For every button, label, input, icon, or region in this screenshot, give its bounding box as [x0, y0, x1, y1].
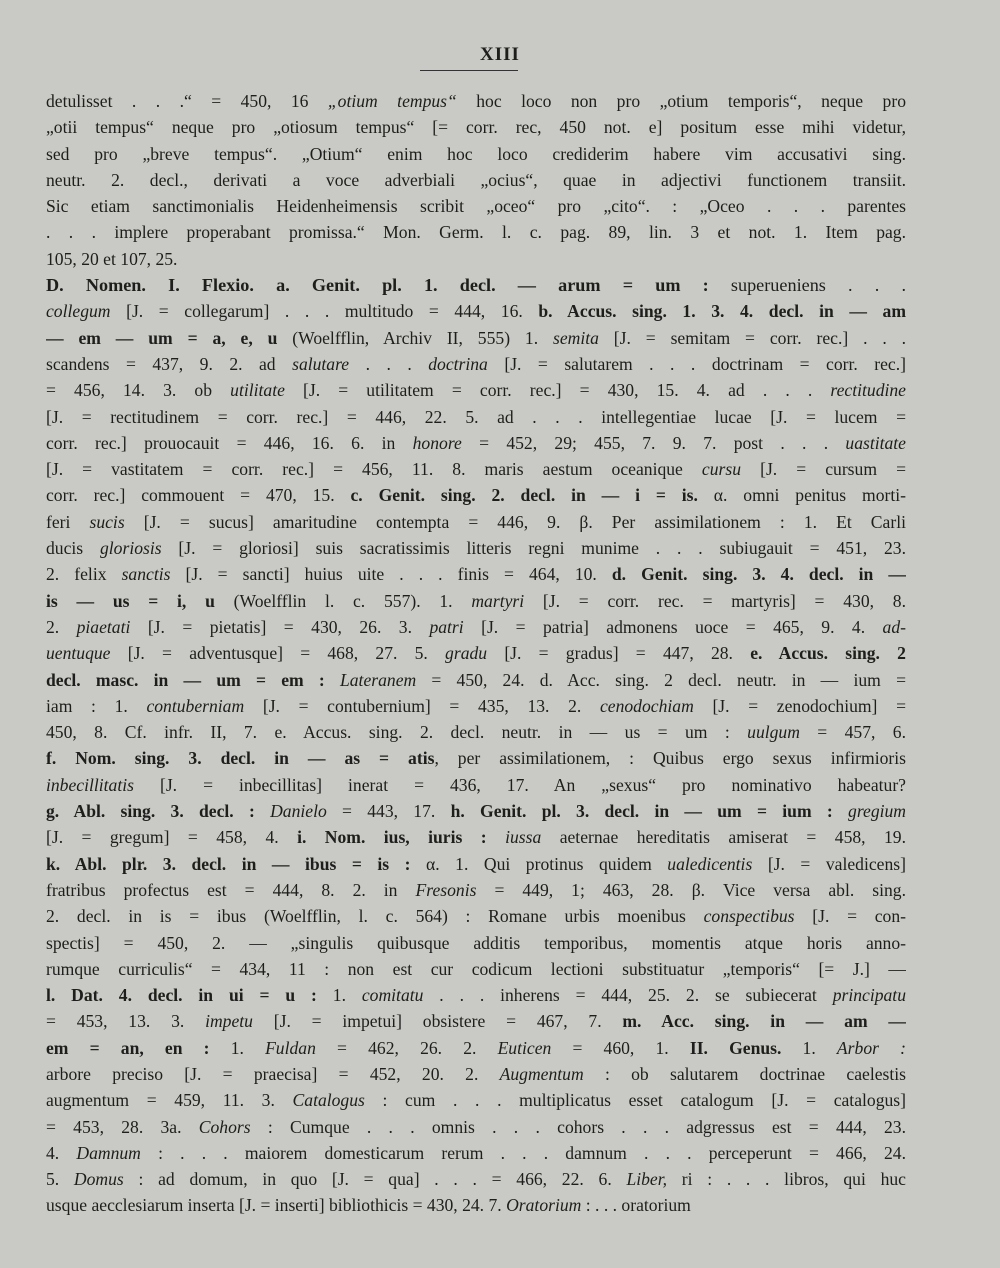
bold-run: a. Genit. pl. 1. decl. — arum = um :	[276, 275, 709, 296]
text-run: . . . implere properabant promissa.“ Mon. Germ. l. c. pag. 89, lin. 3 et not. 1. Item pag.	[46, 222, 906, 243]
text-run: α. omni penitus morti-	[697, 485, 906, 506]
text-run: corr. rec.] commouent = 470, 15.	[46, 485, 351, 506]
italic-run: Liber,	[626, 1169, 668, 1190]
italic-run: Oratorium	[506, 1195, 582, 1216]
text-run: : ad domum, in quo [J. = qua] . . . = 466, 22. 6.	[123, 1169, 627, 1190]
text-run: fratribus profectus est = 444, 8. 2. in	[46, 879, 416, 900]
text-run: = 449, 1; 463, 28. β. Vice versa abl. sing.	[476, 879, 906, 900]
text-run: = 453, 13. 3.	[46, 1011, 206, 1032]
italic-run: Augmentum	[499, 1063, 584, 1084]
text-run: rumque curriculis“ = 434, 11 : non est cur codicum lectioni substituatur „temporis“ [= J.] —	[46, 958, 906, 979]
text-line	[46, 745, 906, 771]
italic-run: iussa	[505, 827, 542, 848]
italic-run: uulgum	[747, 722, 800, 743]
italic-run: comitatu	[361, 985, 424, 1006]
text-run: : cum . . . multiplicatus esset catalogum [J. = catalogus]	[364, 1090, 906, 1111]
text-line	[46, 1166, 906, 1192]
text-run: [J. = vastitatem = corr. rec.] = 456, 11. 8. maris aestum oceanique	[46, 459, 702, 480]
text-run: 1.	[781, 1037, 837, 1058]
text-run: [J. = contubernium] = 435, 13. 2.	[244, 695, 600, 716]
text-line	[46, 956, 906, 982]
text-run: : . . . maiorem domesticarum rerum . . . damnum . . . perceperunt = 466, 24.	[140, 1142, 906, 1163]
text-run: = 457, 6.	[799, 722, 906, 743]
text-run: 105, 20 et 107, 25.	[46, 248, 178, 269]
text-run: = 450, 24. d. Acc. sing. 2 decl. neutr. in — ium =	[416, 669, 906, 690]
text-run: [J. = collegarum] . . . multitudo = 444, 16.	[110, 301, 539, 322]
text-run: feri	[46, 511, 90, 532]
text-line	[46, 903, 906, 929]
italic-run: Lateranem	[339, 669, 417, 690]
text-line	[46, 588, 906, 614]
text-run: 2. decl. in is = ibus (Woelfflin, l. c. 564) : Romane urbis moenibus	[46, 906, 704, 927]
italic-run: martyri	[471, 590, 525, 611]
italic-run: impetu	[205, 1011, 253, 1032]
italic-run: rectitudine	[830, 380, 906, 401]
text-line	[46, 614, 906, 640]
text-line	[46, 930, 906, 956]
italic-run: Euticen	[497, 1037, 552, 1058]
text-line	[46, 298, 906, 324]
text-run: = 460, 1.	[551, 1037, 690, 1058]
text-line	[46, 325, 906, 351]
text-line	[46, 1035, 906, 1061]
italic-run: principatu	[832, 985, 906, 1006]
text-run: arbore preciso [J. = praecisa] = 452, 20. 2.	[46, 1063, 500, 1084]
text-line	[46, 114, 906, 140]
text-line	[46, 1140, 906, 1166]
text-run: [J. = sancti] huius uite . . . finis = 464, 10.	[170, 564, 612, 585]
italic-run: sucis	[89, 511, 125, 532]
text-run: [J. = con-	[794, 906, 906, 927]
text-run: detulisset . . .“ = 450, 16	[46, 91, 328, 111]
text-run: aeternae hereditatis amiserat = 458, 19.	[541, 827, 906, 848]
text-run: [J. = pietatis] = 430, 26. 3.	[130, 616, 430, 637]
text-run: sed pro „breve tempus“. „Otium“ enim hoc loco crediderim habere vim accusativi sing.	[46, 143, 906, 164]
italic-run: cenodochiam	[599, 695, 694, 716]
italic-run: Fuldan	[265, 1037, 316, 1058]
bold-run: i. Nom. ius, iuris :	[297, 827, 487, 848]
text-run: „otii tempus“ neque pro „otiosum tempus“ [= corr. rec, 450 not. e] positum esse mihi videtur,	[46, 117, 906, 138]
text-run: : . . . oratorium	[581, 1195, 691, 1216]
text-line	[46, 193, 906, 219]
text-run: augmentum = 459, 11. 3.	[46, 1090, 293, 1111]
text-run: : Cumque . . . omnis . . . cohors . . . adgressus est = 444, 23.	[250, 1116, 906, 1137]
text-run: : ob salutarem doctrinae caelestis	[583, 1063, 906, 1084]
italic-run: ad-	[882, 616, 906, 637]
bold-run: d. Genit. sing. 3. 4. decl. in —	[611, 564, 906, 585]
text-run: 4.	[46, 1142, 77, 1163]
italic-run: sanctis	[121, 564, 171, 585]
text-run: 2.	[46, 616, 77, 637]
text-run: neutr. 2. decl., derivati a voce adverbiali „ocius“, quae in adjectivi functionem transiit.	[46, 169, 906, 190]
text-run: 5.	[46, 1169, 74, 1190]
text-run: ducis	[46, 538, 100, 559]
text-line	[46, 640, 906, 666]
page-number: XIII	[480, 44, 520, 65]
italic-run: Danielo	[270, 801, 327, 822]
text-run: = 452, 29; 455, 7. 9. 7. post . . .	[461, 432, 846, 453]
text-run	[487, 827, 505, 847]
italic-run: Cohors	[198, 1116, 251, 1137]
text-run	[254, 275, 276, 295]
text-line	[46, 877, 906, 903]
text-line	[46, 719, 906, 745]
text-line	[46, 167, 906, 193]
text-line	[46, 509, 906, 535]
text-run	[255, 801, 270, 821]
bold-run: D. Nomen. I. Flexio.	[46, 275, 254, 296]
italic-run: gloriosis	[99, 538, 162, 559]
text-run: α. 1. Qui protinus quidem	[410, 853, 668, 874]
italic-run: uastitate	[845, 432, 906, 453]
bold-run: h. Genit. pl. 3. decl. in — um = ium :	[450, 801, 833, 822]
text-run: [J. = sucus] amaritudine contempta = 446, 9. β. Per assimilationem : 1. Et Carli	[124, 511, 906, 532]
italic-run: Fresonis	[415, 879, 477, 900]
text-run: [J. = salutarem . . . doctrinam = corr. rec.]	[487, 353, 906, 374]
text-run: corr. rec.] prouocauit = 446, 16. 6. in	[46, 432, 413, 453]
italic-run: conspectibus	[703, 906, 795, 927]
italic-run: uentuque	[46, 643, 111, 664]
header-rule	[420, 70, 518, 71]
text-run: [J. = rectitudinem = corr. rec.] = 446, 22. 5. ad . . . intellegentiae lucae [J. = lucem =	[46, 406, 906, 427]
italic-run: doctrina	[428, 353, 488, 374]
text-run: [J. = impetui] obsistere = 467, 7.	[252, 1011, 623, 1032]
italic-run: semita	[553, 327, 599, 348]
text-run: spectis] = 450, 2. — „singulis quibusque additis temporibus, momentis atque horis anno-	[46, 932, 906, 953]
text-run	[833, 801, 848, 821]
text-run: [J. = semitam = corr. rec.] . . .	[598, 327, 906, 348]
italic-run: „otium tempus“	[327, 91, 457, 111]
text-run: . . . inherens = 444, 25. 2. se subiecerat	[423, 985, 833, 1006]
text-line	[46, 982, 906, 1008]
italic-run: contuberniam	[146, 695, 245, 716]
bold-run: g. Abl. sing. 3. decl. :	[46, 801, 255, 822]
text-run: = 456, 14. 3. ob	[46, 380, 231, 401]
text-line	[46, 1087, 906, 1113]
bold-run: l. Dat. 4. decl. in ui = u :	[46, 985, 317, 1006]
italic-run: collegum	[46, 301, 111, 322]
italic-run: gradu	[445, 643, 488, 664]
text-line	[46, 246, 906, 272]
text-line	[46, 667, 906, 693]
bold-run: k. Abl. plr. 3. decl. in — ibus = is :	[46, 853, 411, 874]
text-run: [J. = adventusque] = 468, 27. 5.	[110, 643, 446, 664]
text-line	[46, 535, 906, 561]
text-run: , per assimilationem, : Quibus ergo sexus infirmioris	[434, 748, 906, 769]
text-line	[46, 561, 906, 587]
text-line	[46, 377, 906, 403]
text-run: [J. = corr. rec. = martyris] = 430, 8.	[524, 590, 906, 611]
text-run: [J. = gradus] = 447, 28.	[487, 643, 751, 664]
text-line	[46, 824, 906, 850]
bold-run: e. Accus. sing. 2	[750, 643, 906, 664]
italic-run: cursu	[701, 459, 742, 480]
bold-run: decl. masc. in — um = em :	[46, 669, 325, 690]
text-run: . . .	[349, 353, 429, 374]
italic-run: Domus	[73, 1169, 124, 1190]
text-run: = 453, 28. 3a.	[46, 1116, 199, 1137]
text-run: (Woelfflin, Archiv II, 555) 1.	[277, 327, 553, 348]
text-line	[46, 272, 906, 298]
bold-run: c. Genit. sing. 2. decl. in — i = is.	[350, 485, 698, 506]
bold-run: — em — um = a, e, u	[46, 327, 278, 348]
text-line	[46, 772, 906, 798]
text-run: ri : . . . libros, qui huc	[667, 1169, 906, 1190]
text-run: superueniens . . .	[708, 275, 906, 296]
text-line	[46, 851, 906, 877]
text-line	[46, 1061, 906, 1087]
italic-run: Catalogus	[292, 1090, 365, 1111]
text-line	[46, 1008, 906, 1034]
text-run: hoc loco non pro „otium temporis“, neque pro	[456, 91, 906, 111]
text-run: iam : 1.	[46, 695, 147, 716]
italic-run: utilitate	[230, 380, 285, 401]
bold-run: em = an, en :	[46, 1037, 210, 1058]
italic-run: ualedicentis	[667, 853, 753, 874]
text-run: 450, 8. Cf. infr. II, 7. e. Accus. sing. 2. decl. neutr. in — us = um :	[46, 722, 748, 743]
text-run: [J. = patria] admonens uoce = 465, 9. 4.	[463, 616, 883, 637]
text-line	[46, 219, 906, 245]
bold-run: is — us = i, u	[46, 590, 215, 611]
text-line	[46, 798, 906, 824]
italic-run: salutare	[292, 353, 350, 374]
text-line	[46, 1114, 906, 1140]
text-run: [J. = utilitatem = corr. rec.] = 430, 15. 4. ad . . .	[284, 380, 831, 401]
text-run: [J. = valedicens]	[752, 853, 906, 874]
text-line	[46, 141, 906, 167]
text-line	[46, 482, 906, 508]
text-line	[46, 351, 906, 377]
italic-run: Arbor :	[836, 1037, 906, 1058]
text-run: [J. = cursum =	[741, 459, 906, 480]
text-run: [J. = gloriosi] suis sacratissimis litteris regni munime . . . subiugauit = 451, 23.	[161, 538, 906, 559]
text-line	[46, 456, 906, 482]
bold-run: m. Acc. sing. in — am —	[622, 1011, 906, 1032]
text-run: 2. felix	[46, 564, 122, 585]
text-run: [J. = zenodochium] =	[693, 695, 906, 716]
italic-run: patri	[429, 616, 464, 637]
text-run: 1.	[209, 1037, 266, 1058]
text-run: scandens = 437, 9. 2. ad	[46, 353, 293, 374]
text-run: 1.	[316, 985, 362, 1006]
text-line	[46, 693, 906, 719]
text-run: (Woelfflin l. c. 557). 1.	[214, 590, 472, 611]
text-line	[46, 430, 906, 456]
bold-run: b. Accus. sing. 1. 3. 4. decl. in — am	[538, 301, 906, 322]
text-line	[46, 404, 906, 430]
italic-run: gregium	[848, 801, 906, 822]
text-run: [J. = gregum] = 458, 4.	[46, 827, 298, 848]
italic-run: Damnum	[76, 1142, 141, 1163]
text-run	[325, 670, 340, 690]
text-line	[46, 88, 906, 114]
text-run: Sic etiam sanctimonialis Heidenheimensis scribit „oceo“ pro „cito“. : „Oceo . . . parentes	[46, 196, 906, 217]
bold-run: f. Nom. sing. 3. decl. in — as = atis	[46, 748, 435, 769]
text-run: = 462, 26. 2.	[315, 1037, 498, 1058]
italic-run: piaetati	[76, 616, 131, 637]
body-text	[46, 88, 906, 1219]
bold-run: II. Genus.	[689, 1037, 782, 1058]
italic-run: inbecillitatis	[46, 774, 134, 795]
text-run: = 443, 17.	[326, 801, 451, 822]
italic-run: honore	[412, 432, 462, 453]
text-run: [J. = inbecillitas] inerat = 436, 17. An „sexus“ pro nominativo habeatur?	[133, 774, 906, 795]
text-line	[46, 1192, 906, 1218]
text-run: usque aecclesiarum inserta [J. = inserti] bibliothicis = 430, 24. 7.	[46, 1195, 507, 1216]
